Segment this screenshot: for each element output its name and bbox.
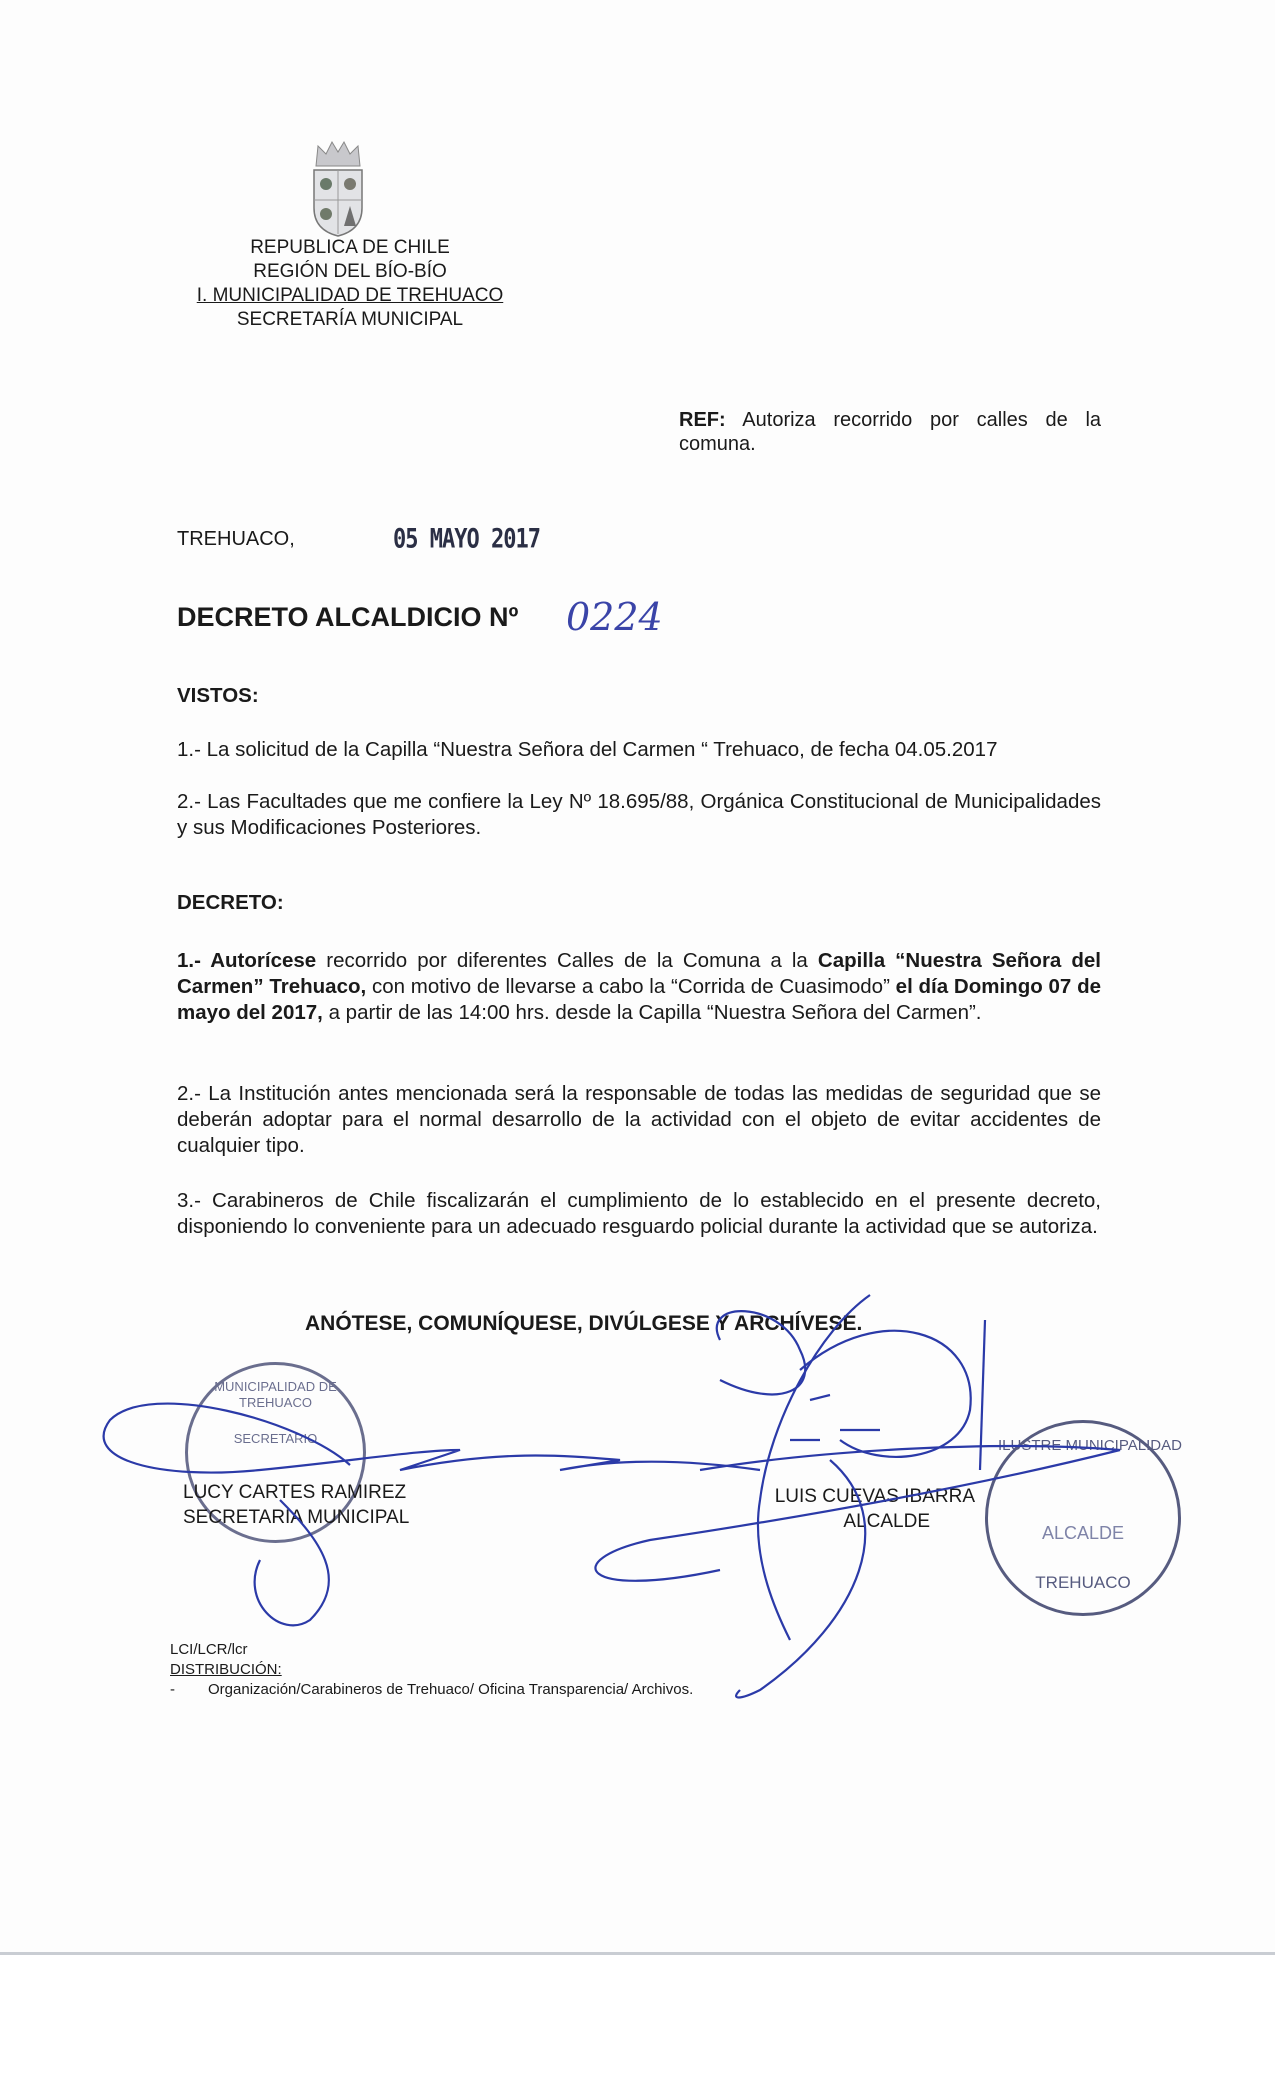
header-region: REGIÓN DEL BÍO-BÍO — [253, 261, 447, 282]
initials: LCI/LCR/lcr — [170, 1641, 248, 1658]
decreto-item-3: 3.- Carabineros de Chile fiscalizarán el cumplimiento de lo establecido en el presente decreto, disponiendo lo conveniente para un adecuado resguardo policial durante la actividad que se autoriza. — [177, 1189, 1101, 1238]
mayor-seal-center: ALCALDE — [1041, 1523, 1125, 1543]
secretary-seal-sub: SECRETARIO — [233, 1431, 318, 1446]
item1-chapel: Capilla “Nuestra Señora del Carmen” Trehuaco, — [177, 949, 1102, 998]
mayor-role: ALCALDE — [843, 1511, 930, 1532]
item1-text-b: con motivo de llevarse a cabo la “Corrida de Cuasimodo” — [366, 975, 896, 998]
header-republic: REPUBLICA DE CHILE — [250, 237, 450, 258]
place: TREHUACO, — [177, 528, 295, 550]
ref-label: REF: — [679, 409, 726, 431]
reference — [679, 408, 1101, 456]
vistos-item-1: 1.- La solicitud de la Capilla “Nuestra Señora del Carmen “ Trehuaco, de fecha 04.05.2017 — [177, 738, 998, 761]
decree-title: DECRETO ALCALDICIO Nº — [177, 602, 519, 632]
item1-text-a: recorrido por diferentes Calles de la Comuna a la — [316, 949, 818, 972]
item1-text-c: a partir de las 14:00 hrs. desde la Capilla “Nuestra Señora del Carmen”. — [322, 1001, 982, 1024]
decreto-item-1 — [177, 948, 1101, 1026]
distribution-item-text: Organización/Carabineros de Trehuaco/ Oficina Transparencia/ Archivos. — [208, 1681, 694, 1698]
header-municipality: I. MUNICIPALIDAD DE TREHUACO — [196, 285, 504, 306]
mayor-seal-bottom: TREHUACO — [1035, 1573, 1131, 1592]
mayor-seal — [985, 1420, 1181, 1616]
mayor-seal-text: ILUSTRE MUNICIPALIDAD — [998, 1437, 1182, 1454]
item1-date: el día Domingo 07 de mayo del 2017, — [177, 975, 1101, 1024]
secretary-name: LUCY CARTES RAMIREZ — [183, 1482, 407, 1503]
mayor-name: LUIS CUEVAS IBARRA — [774, 1486, 975, 1507]
item1-lead: 1.- Autorícese — [177, 949, 317, 972]
coat-of-arms-icon — [308, 138, 368, 238]
ref-text: Autoriza recorrido por calles de la comuna. — [679, 409, 1102, 455]
distribution-label: DISTRIBUCIÓN: — [170, 1661, 282, 1678]
secretary-seal-text: MUNICIPALIDAD DE TREHUACO — [214, 1379, 337, 1410]
decreto-item-2: 2.- La Institución antes mencionada será la responsable de todas las medidas de seguridad que se deberán adoptar para el normal desarrollo de la actividad con el objeto de evitar accidentes de cualquier tipo. — [177, 1082, 1101, 1157]
secretary-role: SECRETARIA MUNICIPAL — [183, 1507, 410, 1528]
decreto-heading: DECRETO: — [177, 891, 284, 914]
signatory-secretary — [183, 1480, 409, 1530]
date-stamp: 05 MAYO 2017 — [393, 524, 540, 555]
closing-formula: ANÓTESE, COMUNÍQUESE, DIVÚLGESE Y ARCHÍVESE. — [305, 1312, 863, 1335]
footer — [170, 1640, 693, 1700]
decree-number-handwritten: 0224 — [566, 595, 663, 639]
vistos-heading: VISTOS: — [177, 684, 259, 707]
distribution-item: - Organización/Carabineros de Trehuaco/ Oficina Transparencia/ Archivos. — [170, 1681, 694, 1698]
signatory-mayor — [760, 1484, 975, 1534]
header-department: SECRETARÍA MUNICIPAL — [236, 309, 464, 330]
vistos-item-2: 2.- Las Facultades que me confiere la Ley Nº 18.695/88, Orgánica Constitucional de Municipalidades y sus Modificaciones Posteriores. — [177, 790, 1101, 839]
